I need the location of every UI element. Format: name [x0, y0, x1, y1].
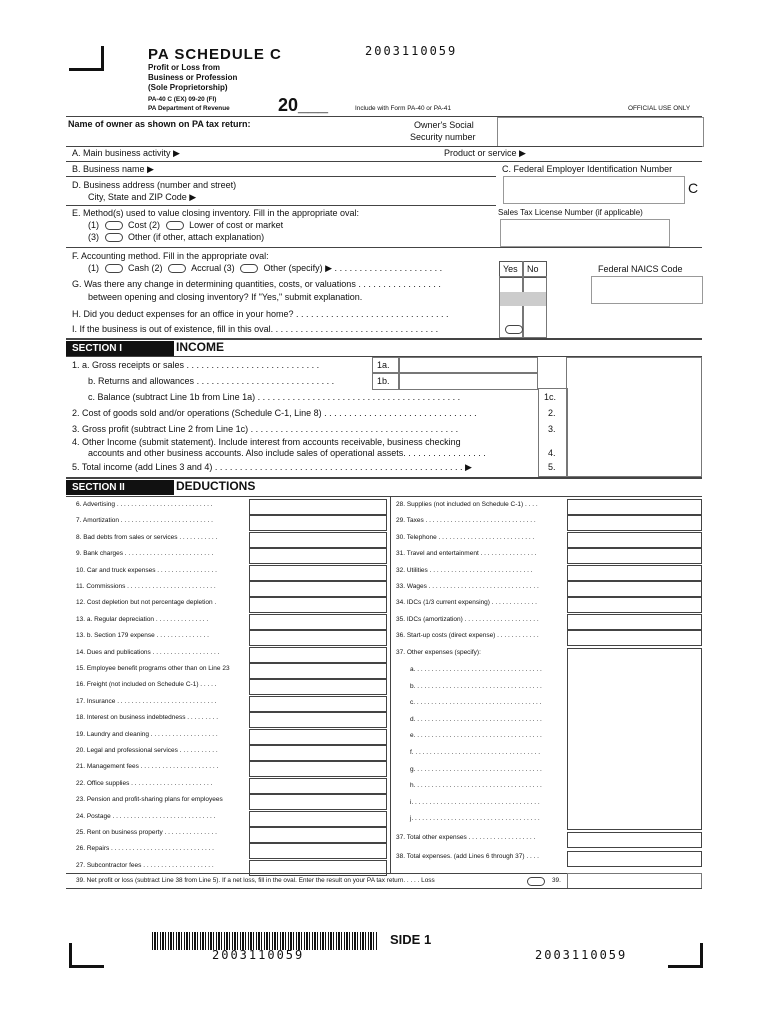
- line-38-label: 38. Total expenses. (add Lines 6 through 37) . . . .: [396, 853, 539, 860]
- e3-prefix: (3): [88, 232, 99, 242]
- deduction-label-37: 37. Other expenses (specify):: [396, 649, 481, 656]
- deduction-label-15: 14. Dues and publications . . . . . . . . . . . . . . . . . . .: [76, 649, 220, 656]
- line-5-num: 5.: [548, 462, 556, 472]
- deduction-amount-34[interactable]: [567, 597, 702, 613]
- line-f-label: F. Accounting method. Fill in the appropriate oval:: [72, 251, 269, 261]
- e3-other: Other (if other, attach explanation): [128, 232, 265, 242]
- deduction-label-28: 27. Subcontractor fees . . . . . . . . . . . . . . . . . . . .: [76, 862, 214, 869]
- deduction-amount-29[interactable]: [567, 515, 702, 531]
- deduction-amount-26[interactable]: [249, 827, 387, 843]
- tax-year: 20___: [278, 95, 329, 115]
- section1-label: SECTION I: [66, 341, 174, 356]
- deduction-label-22: 21. Management fees . . . . . . . . . . . . . . . . . . . . . .: [76, 763, 219, 770]
- fein-label: C. Federal Employer Identification Number: [502, 164, 673, 174]
- deduction-amount-16[interactable]: [249, 663, 387, 679]
- cash-oval[interactable]: [105, 264, 123, 273]
- yes-no-shade: [500, 292, 546, 306]
- deduction-amount-24[interactable]: [249, 794, 387, 810]
- line-g-label-2: between opening and closing inventory? If "Yes," submit explanation.: [88, 292, 363, 302]
- deduction-label-26: 25. Rent on business property . . . . . . . . . . . . . . .: [76, 829, 217, 836]
- rule-section2-bottom: [66, 496, 702, 497]
- deduction-amount-18[interactable]: [249, 696, 387, 712]
- deduction-label-11: 11. Commissions . . . . . . . . . . . . . . . . . . . . . . . . .: [76, 583, 216, 590]
- deduction-label-34: 34. IDCs (1/3 current expensing) . . . . . . . . . . . . .: [396, 599, 537, 606]
- f-accrual: Accrual (3): [191, 263, 235, 273]
- other-expense-a: a. . . . . . . . . . . . . . . . . . . . . . . . . . . . . . . . . . . .: [410, 666, 542, 673]
- line-5-label: 5. Total income (add Lines 3 and 4) . . . . . . . . . . . . . . . . . . . . . . . . . . . . . . . . . . . . . . . . . . . . . . . . . . ▶: [72, 462, 472, 472]
- naics-label: Federal NAICS Code: [598, 264, 683, 274]
- deduction-label-12: 12. Cost depletion but not percentage depletion .: [76, 599, 217, 606]
- deduction-label-7: 7. Amortization . . . . . . . . . . . . . . . . . . . . . . . . . .: [76, 517, 213, 524]
- e1-lower: Lower of cost or market: [189, 220, 284, 230]
- form-subtitle-2: Business or Profession: [148, 73, 238, 82]
- deduction-amount-11[interactable]: [249, 581, 387, 597]
- side-label: SIDE 1: [390, 932, 432, 947]
- line-38-amount[interactable]: [567, 851, 702, 867]
- line-i-label: I. If the business is out of existence, fill in this oval. . . . . . . . . . . . . . . . . . . . . . . . . . . . . . . . . .: [72, 324, 439, 334]
- line-1b-num: 1b.: [377, 376, 390, 386]
- other-accounting-oval[interactable]: [240, 264, 258, 273]
- yes-label: Yes: [503, 264, 518, 274]
- other-expense-d: d. . . . . . . . . . . . . . . . . . . . . . . . . . . . . . . . . . . .: [410, 716, 542, 723]
- deduction-label-27: 26. Repairs . . . . . . . . . . . . . . . . . . . . . . . . . . . . .: [76, 845, 214, 852]
- include-with-note: Include with Form PA-40 or PA-41: [355, 105, 452, 112]
- accrual-oval[interactable]: [168, 264, 186, 273]
- deduction-label-24: 23. Pension and profit-sharing plans for employees: [76, 796, 223, 803]
- deduction-amount-10[interactable]: [249, 565, 387, 581]
- form-subtitle-3: (Sole Proprietorship): [148, 83, 228, 92]
- rule-a-top: [66, 146, 702, 147]
- form-number-bottom: 2003110059: [535, 948, 628, 962]
- section2-label: SECTION II: [66, 480, 174, 495]
- no-label: No: [527, 264, 539, 274]
- line-2-num: 2.: [548, 408, 556, 418]
- barcode-text: 2003110059: [212, 948, 305, 962]
- deduction-label-18: 17. Insurance . . . . . . . . . . . . . . . . . . . . . . . . . . . .: [76, 698, 217, 705]
- line-1c-label: c. Balance (subtract Line 1b from Line 1a) . . . . . . . . . . . . . . . . . . . . . . . . . . . . . . . . . . . . . . . . .: [88, 392, 461, 402]
- deduction-amount-15[interactable]: [249, 647, 387, 663]
- form-title: PA SCHEDULE C: [148, 46, 282, 63]
- deduction-label-21: 20. Legal and professional services . . . . . . . . . . .: [76, 747, 218, 754]
- deduction-label-20: 19. Laundry and cleaning . . . . . . . . . . . . . . . . . . .: [76, 731, 218, 738]
- line-3-label: 3. Gross profit (subtract Line 2 from Line 1c) . . . . . . . . . . . . . . . . . . . . . . . . . . . . . . . . . . . . . . . . . .: [72, 424, 459, 434]
- other-expense-f: f. . . . . . . . . . . . . . . . . . . . . . . . . . . . . . . . . . . .: [410, 749, 541, 756]
- rule-section2-top: [66, 477, 702, 479]
- deduction-amount-14[interactable]: [249, 630, 387, 646]
- line-4-label-2: accounts and other business accounts. Also include sales of operational assets. . . . . . . . . . . . . . . . .: [88, 448, 486, 458]
- line-39-num: 39.: [552, 877, 561, 884]
- rule-b-top: [66, 161, 702, 162]
- line-2-label: 2. Cost of goods sold and/or operations (Schedule C-1, Line 8) . . . . . . . . . . . . . . . . . . . . . . . . . . . . . . .: [72, 408, 477, 418]
- deduction-label-35: 35. IDCs (amortization) . . . . . . . . . . . . . . . . . . . . .: [396, 616, 539, 623]
- line-1a-label: 1. a. Gross receipts or sales . . . . . . . . . . . . . . . . . . . . . . . . . . .: [72, 360, 320, 370]
- department-name: PA Department of Revenue: [148, 105, 230, 112]
- section2-title: DEDUCTIONS: [176, 479, 256, 493]
- deduction-amount-32[interactable]: [567, 565, 702, 581]
- deduction-label-25: 24. Postage . . . . . . . . . . . . . . . . . . . . . . . . . . . . .: [76, 813, 216, 820]
- section1-title: INCOME: [176, 340, 224, 354]
- line-h-label: H. Did you deduct expenses for an office in your home? . . . . . . . . . . . . . . . . . . . . . . . . . . . . . . .: [72, 309, 449, 319]
- deduction-amount-31[interactable]: [567, 548, 702, 564]
- owner-name-label: Name of owner as shown on PA tax return:: [68, 119, 251, 129]
- deduction-amount-17[interactable]: [249, 679, 387, 695]
- sales-tax-label: Sales Tax License Number (if applicable): [498, 208, 643, 217]
- line-a-label: A. Main business activity ▶: [72, 148, 180, 158]
- rule-d-top: [66, 176, 496, 177]
- line-39-label: 39. Net profit or loss (subtract Line 38 from Line 5). If a net loss, fill in the oval. Enter the result on your PA tax return. . . . . Loss: [76, 877, 435, 884]
- deduction-amount-13[interactable]: [249, 614, 387, 630]
- f-cash: Cash (2): [128, 263, 163, 273]
- deduction-label-17: 16. Freight (not included on Schedule C-1) . . . . .: [76, 681, 217, 688]
- line-4-num: 4.: [548, 448, 556, 458]
- form-id: PA-40 C (EX) 09-20 (FI): [148, 96, 217, 103]
- line-3-num: 3.: [548, 424, 556, 434]
- line-1a-num: 1a.: [377, 360, 390, 370]
- rule-line39-bottom: [66, 888, 702, 889]
- deduction-label-36: 36. Start-up costs (direct expense) . . . . . . . . . . . .: [396, 632, 539, 639]
- line-e-option-row1: [88, 220, 283, 230]
- e1-cost: Cost (2): [128, 220, 161, 230]
- other-expense-g: g. . . . . . . . . . . . . . . . . . . . . . . . . . . . . . . . . . . .: [410, 766, 542, 773]
- deduction-amount-12[interactable]: [249, 597, 387, 613]
- deduction-label-6: 6. Advertising . . . . . . . . . . . . . . . . . . . . . . . . . . .: [76, 501, 213, 508]
- deduction-label-10: 10. Car and truck expenses . . . . . . . . . . . . . . . . .: [76, 567, 217, 574]
- deduction-label-29: 29. Taxes . . . . . . . . . . . . . . . . . . . . . . . . . . . . . . .: [396, 517, 536, 524]
- deduction-amount-30[interactable]: [567, 532, 702, 548]
- form-subtitle-1: Profit or Loss from: [148, 63, 221, 72]
- deduction-label-9: 9. Bank charges . . . . . . . . . . . . . . . . . . . . . . . . .: [76, 550, 214, 557]
- deduction-label-31: 31. Travel and entertainment . . . . . . . . . . . . . . . .: [396, 550, 537, 557]
- deduction-amount-20[interactable]: [249, 729, 387, 745]
- deduction-amount-21[interactable]: [249, 745, 387, 761]
- other-expense-e: e. . . . . . . . . . . . . . . . . . . . . . . . . . . . . . . . . . . .: [410, 732, 542, 739]
- fein-field[interactable]: [503, 176, 685, 204]
- deductions-divider: [390, 497, 391, 873]
- line-37-amount[interactable]: [567, 832, 702, 848]
- deduction-amount-23[interactable]: [249, 778, 387, 794]
- rule-f-top: [66, 247, 702, 248]
- loss-oval[interactable]: [527, 877, 545, 886]
- ssn-label-2: Security number: [410, 132, 476, 142]
- deduction-label-13: 13. a. Regular depreciation . . . . . . . . . . . . . . .: [76, 616, 209, 623]
- other-expense-j: j. . . . . . . . . . . . . . . . . . . . . . . . . . . . . . . . . . . .: [410, 815, 540, 822]
- fein-c-mark: C: [688, 180, 699, 196]
- deduction-amount-9[interactable]: [249, 548, 387, 564]
- line-e-option-row2: [88, 232, 264, 242]
- other-expense-b: b. . . . . . . . . . . . . . . . . . . . . . . . . . . . . . . . . . . .: [410, 683, 542, 690]
- line-37-label: 37. Total other expenses . . . . . . . . . . . . . . . . . . .: [396, 834, 536, 841]
- lower-cost-oval[interactable]: [166, 221, 184, 230]
- deduction-label-30: 30. Telephone . . . . . . . . . . . . . . . . . . . . . . . . . . .: [396, 534, 535, 541]
- other-expense-i: i. . . . . . . . . . . . . . . . . . . . . . . . . . . . . . . . . . . .: [410, 799, 540, 806]
- registration-mark-bottom-left: [69, 943, 104, 968]
- deduction-amount-8[interactable]: [249, 532, 387, 548]
- deduction-amount-6[interactable]: [249, 499, 387, 515]
- ssn-label-1: Owner's Social: [414, 120, 474, 130]
- deduction-amount-35[interactable]: [567, 614, 702, 630]
- line-d-city-label: City, State and ZIP Code ▶: [88, 192, 197, 202]
- ssn-field[interactable]: [497, 117, 704, 147]
- deduction-label-16: 15. Employee benefit programs other than on Line 23: [76, 665, 230, 672]
- deduction-amount-25[interactable]: [249, 811, 387, 827]
- out-of-existence-oval[interactable]: [505, 325, 523, 334]
- rule-section1-top: [66, 338, 702, 340]
- product-service-label: Product or service ▶: [444, 148, 526, 158]
- deduction-label-8: 8. Bad debts from sales or services . . . . . . . . . . .: [76, 534, 218, 541]
- sales-tax-field[interactable]: [500, 219, 670, 247]
- form-number-top: 2003110059: [365, 44, 458, 58]
- other-method-oval[interactable]: [105, 233, 123, 242]
- line-39-amount[interactable]: [567, 873, 702, 889]
- deduction-amount-28[interactable]: [567, 499, 702, 515]
- e1-prefix: (1): [88, 220, 99, 230]
- deduction-amount-36[interactable]: [567, 630, 702, 646]
- deduction-amount-7[interactable]: [249, 515, 387, 531]
- deduction-amount-19[interactable]: [249, 712, 387, 728]
- line-1b-label: b. Returns and allowances . . . . . . . . . . . . . . . . . . . . . . . . . . . .: [88, 376, 335, 386]
- line-b-label: B. Business name ▶: [72, 164, 154, 174]
- deduction-amount-22[interactable]: [249, 761, 387, 777]
- deduction-label-19: 18. Interest on business indebtedness . . . . . . . . .: [76, 714, 218, 721]
- deduction-label-23: 22. Office supplies . . . . . . . . . . . . . . . . . . . . . . .: [76, 780, 213, 787]
- f-other: Other (specify) ▶ . . . . . . . . . . . . . . . . . . . . . .: [263, 263, 443, 273]
- other-expenses-amount-column[interactable]: [567, 648, 702, 830]
- deduction-label-33: 33. Wages . . . . . . . . . . . . . . . . . . . . . . . . . . . . . . .: [396, 583, 539, 590]
- registration-mark-top-left: [69, 46, 104, 71]
- line-4-label: 4. Other Income (submit statement). Include interest from accounts receivable, business checking: [72, 437, 461, 447]
- deduction-label-28: 28. Supplies (not included on Schedule C-1) . . . .: [396, 501, 538, 508]
- other-expense-h: h. . . . . . . . . . . . . . . . . . . . . . . . . . . . . . . . . . . .: [410, 782, 542, 789]
- line-1b-amount[interactable]: [398, 372, 538, 390]
- section1-amount-column[interactable]: [566, 357, 702, 477]
- registration-mark-bottom-right: [668, 943, 703, 968]
- f-prefix: (1): [88, 263, 99, 273]
- official-use-label: OFFICIAL USE ONLY: [628, 105, 691, 112]
- deduction-label-32: 32. Utilities . . . . . . . . . . . . . . . . . . . . . . . . . . . . .: [396, 567, 533, 574]
- deduction-label-14: 13. b. Section 179 expense . . . . . . . . . . . . . . .: [76, 632, 209, 639]
- cost-oval[interactable]: [105, 221, 123, 230]
- line-e-label: E. Method(s) used to value closing inventory. Fill in the appropriate oval:: [72, 208, 359, 218]
- line-g-label: G. Was there any change in determining quantities, costs, or valuations . . . . . . . . . . . . . . . . .: [72, 279, 441, 289]
- naics-field[interactable]: [591, 276, 703, 304]
- deduction-amount-33[interactable]: [567, 581, 702, 597]
- rule-e-top: [66, 205, 496, 206]
- line-1c-num: 1c.: [544, 392, 557, 402]
- deduction-amount-27[interactable]: [249, 843, 387, 859]
- other-expense-c: c. . . . . . . . . . . . . . . . . . . . . . . . . . . . . . . . . . . .: [410, 699, 542, 706]
- line-f-options: [88, 263, 442, 274]
- line-d-label: D. Business address (number and street): [72, 180, 237, 190]
